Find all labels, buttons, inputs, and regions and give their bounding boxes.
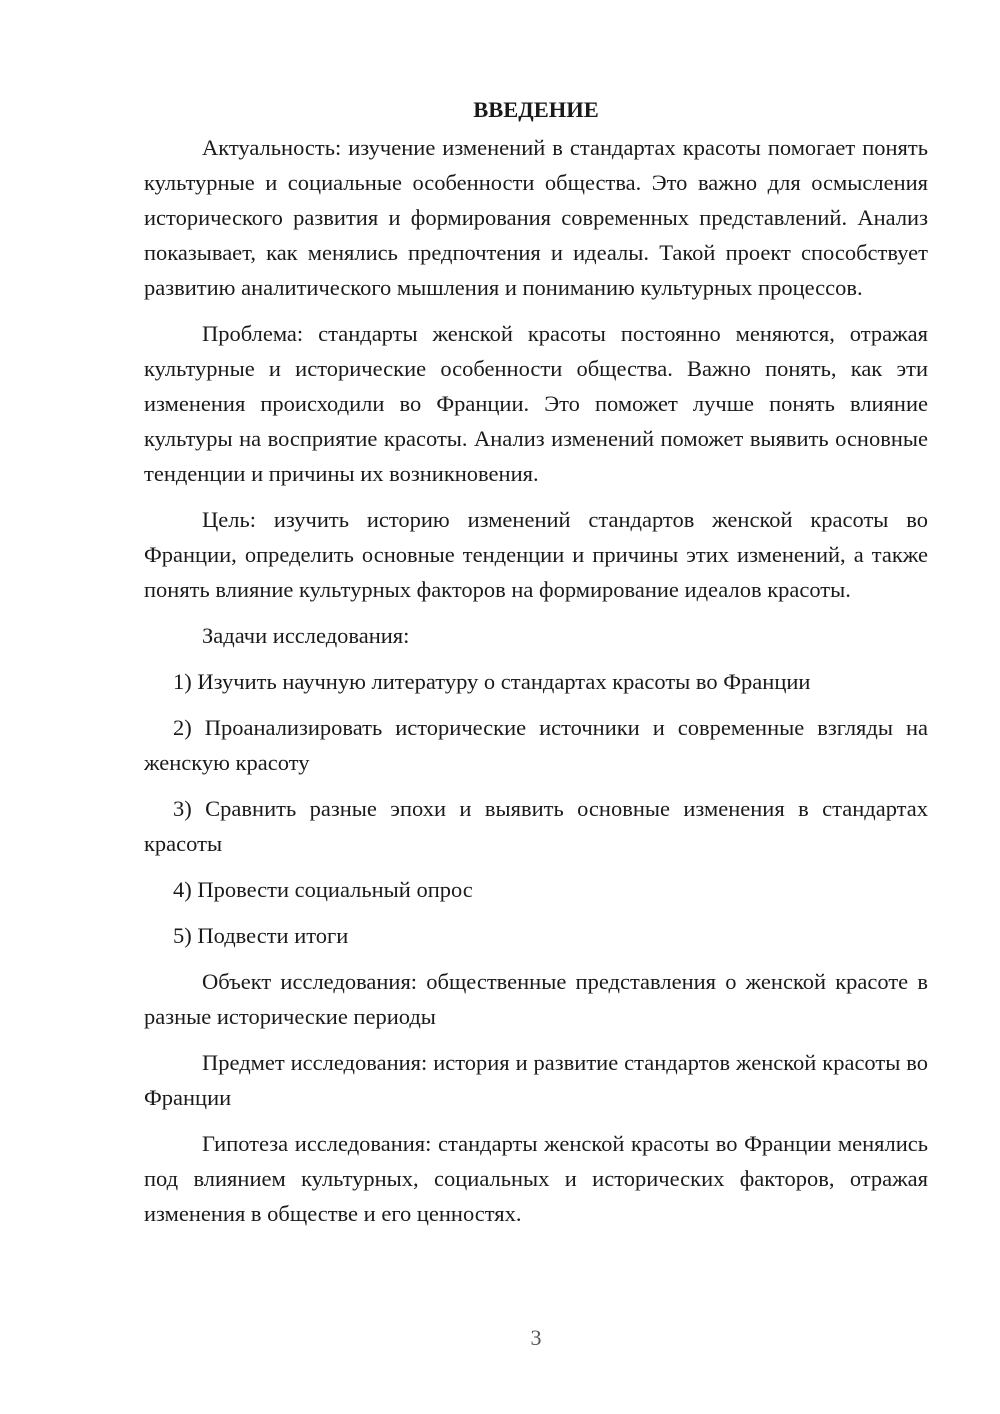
task-item: 5) Подвести итоги: [173, 923, 349, 948]
tasks-heading: Задачи исследования:: [202, 623, 410, 648]
tasks-list: [144, 664, 928, 953]
task-item: 4) Провести социальный опрос: [173, 877, 473, 902]
document-page: [144, 92, 928, 1231]
task-item: 2) Проанализировать исторические источники и современные взгляды на женскую красоту: [144, 715, 928, 775]
goal-paragraph: Цель: изучить историю изменений стандартов женской красоты во Франции, определить основные тенденции и причины этих изменений, а также понять влияние культурных факторов на формирование идеалов красоты.: [144, 507, 928, 602]
subject-paragraph: Предмет исследования: история и развитие стандартов женской красоты во Франции: [144, 1050, 928, 1110]
page-number: 3: [530, 1325, 542, 1350]
task-item: 1) Изучить научную литературу о стандартах красоты во Франции: [173, 669, 811, 694]
relevance-paragraph: Актуальность: изучение изменений в стандартах красоты помогает понять культурные и социальные особенности общества. Это важно для осмысления исторического развития и формирования современных представлений. Анализ показывает, как менялись предпочтения и идеалы. Такой проект способствует развитию аналитического мышления и пониманию культурных процессов.: [144, 135, 928, 300]
hypothesis-paragraph: Гипотеза исследования: стандарты женской красоты во Франции менялись под влиянием культурных, социальных и исторических факторов, отражая изменения в обществе и его ценностях.: [144, 1131, 928, 1226]
page-title: ВВЕДЕНИЕ: [473, 97, 599, 122]
task-item: 3) Сравнить разные эпохи и выявить основные изменения в стандартах красоты: [144, 796, 928, 856]
object-paragraph: Объект исследования: общественные представления о женской красоте в разные исторические периоды: [144, 969, 928, 1029]
problem-paragraph: Проблема: стандарты женской красоты постоянно меняются, отражая культурные и исторические особенности общества. Важно понять, как эти изменения происходили во Франции. Это поможет лучше понять влияние культуры на восприятие красоты. Анализ изменений поможет выявить основные тенденции и причины их возникновения.: [144, 321, 928, 486]
